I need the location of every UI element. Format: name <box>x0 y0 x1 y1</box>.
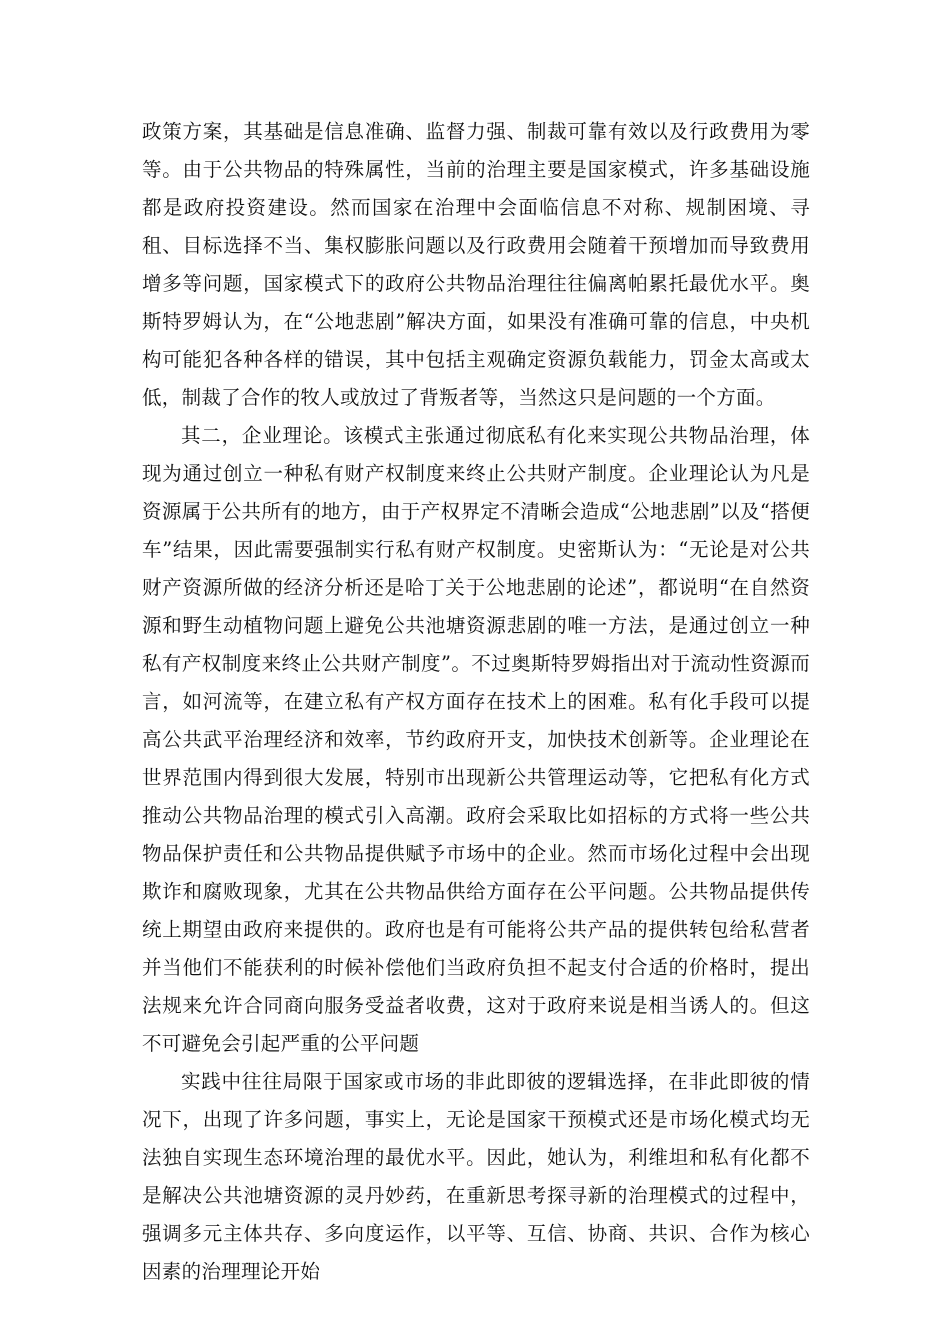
paragraph-3: 实践中往往局限于国家或市场的非此即彼的逻辑选择，在非此即彼的情况下，出现了许多问题，事实上，无论是国家干预模式还是市场化模式均无法独自实现生态环境治理的最优水平。因此，她认为，利维坦和私有化都不是解决公共池塘资源的灵丹妙药，在重新思考探寻新的治理模式的过程中，强调多元主体共存、多向度运作，以平等、互信、协商、共识、合作为核心因素的治理理论开始 <box>142 1070 810 1283</box>
body-text <box>142 113 810 1291</box>
paragraph-1: 政策方案，其基础是信息准确、监督力强、制裁可靠有效以及行政费用为零等。由于公共物品的特殊属性，当前的治理主要是国家模式，许多基础设施都是政府投资建设。然而国家在治理中会面临信息不对称、规制困境、寻租、目标选择不当、集权膨胀问题以及行政费用会随着干预增加而导致费用增多等问题，国家模式下的政府公共物品治理往往偏离帕累托最优水平。奥斯特罗姆认为，在“公地悲剧”解决方面，如果没有准确可靠的信息，中央机构可能犯各种各样的错误，其中包括主观确定资源负载能力，罚金太高或太低，制裁了合作的牧人或放过了背叛者等，当然这只是问题的一个方面。 <box>142 120 810 409</box>
paragraph-2: 其二，企业理论。该模式主张通过彻底私有化来实现公共物品治理，体现为通过创立一种私有财产权制度来终止公共财产制度。企业理论认为凡是资源属于公共所有的地方，由于产权界定不清晰会造成“公地悲剧”以及“搭便车”结果，因此需要强制实行私有财产权制度。史密斯认为：“无论是对公共财产资源所做的经济分析还是哈丁关于公地悲剧的论述”，都说明“在自然资源和野生动植物问题上避免公共池塘资源悲剧的唯一方法，是通过创立一种私有产权制度来终止公共财产制度”。不过奥斯特罗姆指出对于流动性资源而言，如河流等，在建立私有产权方面存在技术上的困难。私有化手段可以提高公共武平治理经济和效率，节约政府开支，加快技术创新等。企业理论在世界范围内得到很大发展，特别市出现新公共管理运动等，它把私有化方式推动公共物品治理的模式引入高潮。政府会采取比如招标的方式将一些公共物品保护责任和公共物品提供赋予市场中的企业。然而市场化过程中会出现欺诈和腐败现象，尤其在公共物品供给方面存在公平问题。公共物品提供传统上期望由政府来提供的。政府也是有可能将公共产品的提供转包给私营者并当他们不能获利的时候补偿他们当政府负担不起支付合适的价格时，提出法规来允许合同商向服务受益者收费，这对于政府来说是相当诱人的。但这不可避免会引起严重的公平问题 <box>142 424 810 1055</box>
